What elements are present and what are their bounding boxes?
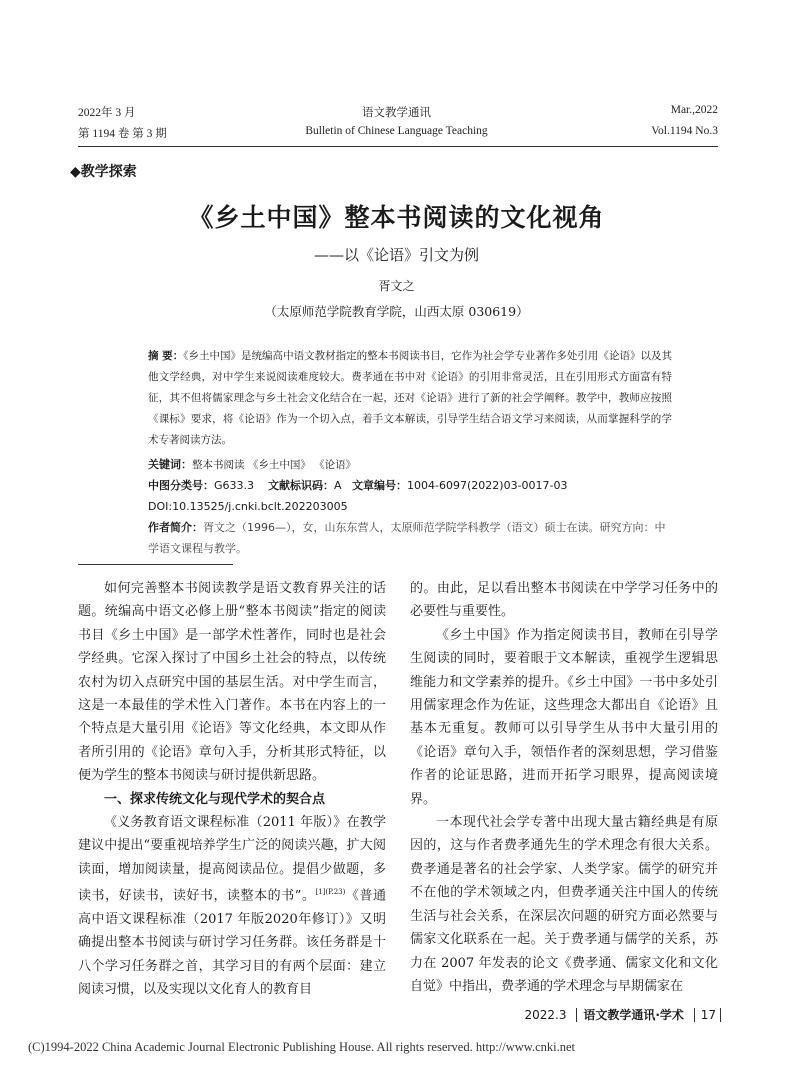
footer-divider (694, 1008, 695, 1022)
clc-label: 中图分类号： (148, 479, 214, 492)
footer-divider (720, 1008, 721, 1022)
author-bio-label: 作者简介： (148, 521, 203, 534)
copyright-notice: (C)1994-2022 China Academic Journal Electronic Publishing House. All rights reserved. http://www.cnki.net (28, 1040, 576, 1054)
body-text: 《义务教育语文课程标准（2011 年版）》在教学建议中提出“要重视培养学生广泛的阅读兴趣，扩大阅读面，增加阅读量，提高阅读品位。提倡少做题，多读书，好读书，读好书，读整本的书”。 (78, 815, 386, 904)
header-volume-en: Vol.1194 No.3 (651, 125, 718, 137)
header-rule (78, 146, 718, 147)
body-left-column (78, 577, 386, 1002)
header-journal-cn: 语文教学通讯 (362, 107, 431, 119)
keywords-text: 整本书阅读 《乡土中国》 《论语》 (192, 459, 357, 471)
article-no-label: 文章编号： (352, 479, 408, 492)
header-date-cn: 2022年 3 月 (78, 107, 136, 119)
header-journal-en: Bulletin of Chinese Language Teaching (305, 125, 488, 137)
keywords-label: 关键词： (148, 458, 192, 471)
header-volume-cn: 第 1194 卷 第 3 期 (78, 128, 167, 140)
doi: DOI:10.13525/j.cnki.bclt.202203005 (148, 500, 348, 513)
abstract-text: 《乡土中国》是统编高中语文教材指定的整本书阅读书目，它作为社会学专业著作多处引用《论语》以及其他文学经典，对中学生来说阅读难度较大。费孝通在书中对《论语》的引用非常灵活，且在引用形式方面富有特征，其不但将儒家理念与乡土社会文化结合在一起，还对《论语》进行了新的社会学阐释。教学中，教师应按照《课标》要求，将《论语》作为一个切入点，着手文本解读，引导学生结合语文学习来阅读，从而掌握科学的学术专著阅读方法。 (148, 350, 672, 446)
body-paragraph (78, 811, 386, 1002)
article-title: 《乡土中国》整本书阅读的文化视角 (188, 203, 605, 232)
page-number: 17 (700, 1008, 716, 1022)
abstract (148, 346, 672, 451)
section-tag: ◆教学探索 (70, 164, 137, 180)
footer-journal: 语文教学通讯·学术 (583, 1008, 684, 1022)
citation-ref: [1](P.23) (315, 888, 346, 897)
author-affiliation: （太原师范学院教育学院，山西太原 030619） (264, 304, 529, 319)
body-separator (78, 564, 233, 565)
author-bio-text: 胥文之（1996—），女，山东东营人，太原师范学院学科教学（语文）硕士在读。研究方向：中学语文课程与教学。 (148, 521, 666, 555)
doc-code-value: A (334, 479, 342, 492)
author-bio (148, 517, 672, 559)
abstract-label: 摘 要： (148, 350, 184, 362)
doc-code-label: 文献标识码： (268, 479, 335, 492)
header-date-en: Mar.,2022 (670, 104, 718, 116)
body-right-column (410, 577, 718, 998)
section-heading: 一、探求传统文化与现代学术的契合点 (104, 791, 326, 807)
body-paragraph: 如何完善整本书阅读教学是语文教育界关注的话题。统编高中语文必修上册“整本书阅读”指定的阅读书目《乡土中国》是一部学术性著作，同时也是社会学经典。它深入探讨了中国乡土社会的特点，以传统农村为切入点研究中国的基层生活。对中学生而言，这是一本最佳的学术性入门著作。本书在内容上的一个特点是大量引用《论语》等文化经典，本文即从作者所引用的《论语》章句入手，分析其形式特征，以便为学生的整本书阅读与研讨提供新思路。 (78, 581, 386, 784)
page-footer (525, 1006, 722, 1023)
article-no-value: 1004-6097(2022)03-0017-03 (407, 479, 568, 492)
author-name: 胥文之 (378, 279, 415, 293)
body-paragraph: 《乡土中国》作为指定阅读书目，教师在引导学生阅读的同时，要着眼于文本解读，重视学生逻辑思维能力和文学素养的提升。《乡土中国》一书中多处引用儒家理念作为佐证，这些理念大都出自《论语》且基本无重复。教师可以引导学生从书中大量引用的《论语》章句入手，领悟作者的深刻思想，学习借鉴作者的论证思路，进而开拓学习眼界，提高阅读境界。 (410, 627, 718, 807)
classification-line (148, 475, 672, 496)
keywords (148, 454, 672, 476)
body-paragraph: 一本现代社会学专著中出现大量古籍经典是有原因的，这与作者费孝通先生的学术理念有很大关系。费孝通是著名的社会学家、人类学家。儒学的研究并不在他的学术领域之内，但费孝通关注中国人的传统生活与社会关系，在深层次问题的研究方面必然要与儒家文化联系在一起。关于费孝通与儒学的关系，苏力在 2007 年发表的论文《费孝通、儒家文化和文化自觉》中指出，费孝通的学术理念与早期儒家在 (410, 815, 718, 994)
body-paragraph: 的。由此，足以看出整本书阅读在中学学习任务中的必要性与重要性。 (410, 581, 718, 620)
clc-value: G633.3 (214, 479, 255, 492)
article-subtitle: ——以《论语》引文为例 (313, 246, 479, 264)
footer-divider (576, 1008, 577, 1022)
body-text: 《普通高中语文课程标准（2017 年版2020年修订）》又明确提出整本书阅读与研讨学习任务群。该任务群是十八个学习任务群之首，其学习目的有两个层面：建立阅读习惯，以及实现以文化育人的教育目 (78, 888, 386, 998)
footer-issue: 2022.3 (524, 1008, 567, 1022)
